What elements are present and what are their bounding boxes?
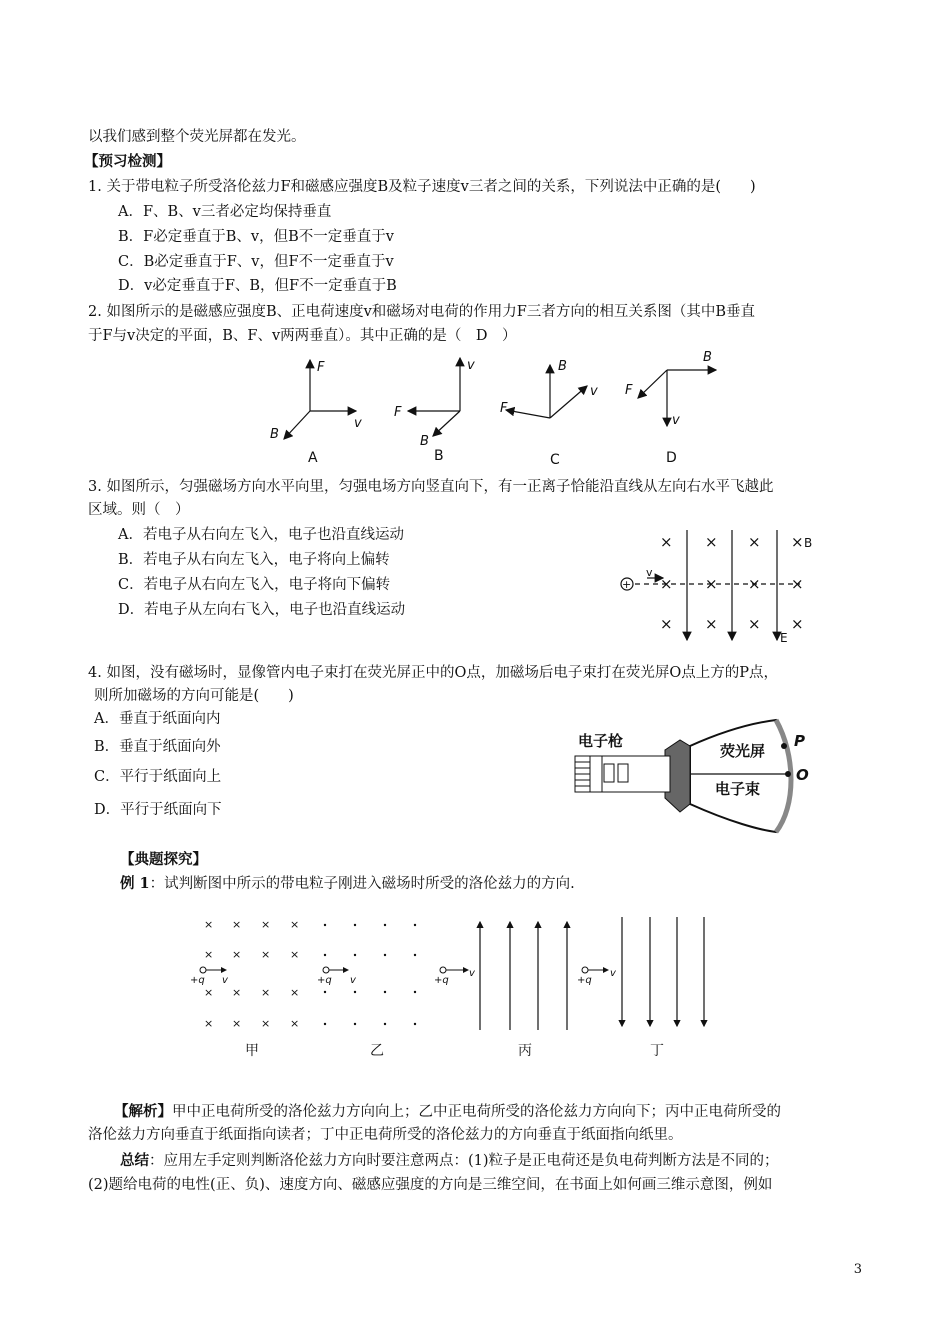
q4-O-label: O (796, 766, 809, 784)
q3-cross: × (748, 533, 761, 551)
svg-text:×: × (290, 948, 300, 961)
summary-text-1: ：应用左手定则判断洛伦兹力方向时要注意两点：(1)粒子是正电荷还是负电荷判断方法是不同的； (149, 1153, 779, 1169)
q2-fig-label-d: D (666, 450, 677, 466)
q2-c-F-label: F (500, 401, 508, 416)
q3-v-label: v (646, 566, 653, 579)
ex1-v-ding: v (610, 968, 616, 979)
q2-stem-line2: 于F与v决定的平面，B、F、v两两垂直）。其中正确的是（ D ） (88, 328, 517, 344)
svg-text:×: × (290, 1017, 300, 1030)
q4-crt-figure (570, 716, 820, 841)
ex1-v-yi: v (350, 975, 356, 986)
svg-text:×: × (232, 986, 242, 999)
q4-screen-label: 荧光屏 (720, 742, 766, 760)
q3-stem-line2: 区域。则（ ） (88, 502, 190, 518)
q2-a-v-label: v (354, 416, 362, 431)
q3-cross: × (660, 533, 673, 551)
q2-fig-label-c: C (550, 452, 560, 468)
ex1-v-bing: v (469, 968, 475, 979)
q2-d-v-label: v (672, 413, 680, 428)
svg-text:×: × (290, 918, 300, 931)
svg-text:×: × (204, 948, 214, 961)
ex1-label-ding: 丁 (650, 1043, 664, 1059)
svg-text:×: × (232, 948, 242, 961)
q3-plus-label: + (622, 578, 632, 591)
q3-cross: × (705, 575, 718, 593)
q4-option-c: C．平行于纸面向上 (94, 769, 222, 785)
summary-line1 (120, 1151, 779, 1171)
q3-cross: × (791, 533, 804, 551)
q3-cross: × (791, 615, 804, 633)
q2-a-F-label: F (317, 360, 325, 375)
q2-b-F-label: F (394, 405, 402, 420)
ex1-label-jia: 甲 (245, 1043, 259, 1059)
q1-option-b: B．F必定垂直于B、v，但B不一定垂直于v (118, 229, 394, 245)
q4-P-label: P (794, 732, 805, 750)
q3-stem-line1: 3. 如图所示，匀强磁场方向水平向里，匀强电场方向竖直向下，有一正离子恰能沿直线从左向右水平飞越此 (88, 479, 774, 495)
intro-line: 以我们感到整个荧光屏都在发光。 (88, 129, 306, 145)
q4-option-d: D．平行于纸面向下 (94, 802, 222, 818)
q4-stem-line1: 4. 如图，没有磁场时，显像管内电子束打在荧光屏正中的O点，加磁场后电子束打在荧光屏O点上方的P点， (88, 665, 778, 681)
q4-option-b: B．垂直于纸面向外 (94, 739, 221, 755)
ex1-charge-jia: +q (190, 975, 205, 986)
q3-cross: × (705, 533, 718, 551)
q3-cross: × (660, 615, 673, 633)
q3-cross: × (705, 615, 718, 633)
q1-option-a: A．F、B、v三者必定均保持垂直 (118, 204, 332, 220)
example-1-text: ：试判断图中所示的带电粒子刚进入磁场时所受的洛伦兹力的方向. (149, 876, 575, 892)
example-heading: 【典题探究】 (120, 851, 207, 868)
svg-text:×: × (232, 1017, 242, 1030)
svg-text:×: × (204, 1017, 214, 1030)
q3-cross: × (748, 575, 761, 593)
q1-option-c: C．B必定垂直于F、v，但F不一定垂直于v (118, 254, 394, 270)
summary-label: 总结 (120, 1152, 149, 1169)
q4-beam-label: 电子束 (715, 780, 761, 798)
ex1-label-bing: 丙 (518, 1043, 532, 1059)
q3-B-label: B (804, 536, 813, 550)
page-number: 3 (853, 1262, 862, 1277)
q2-fig-label-a: A (308, 450, 318, 466)
svg-text:×: × (261, 918, 271, 931)
q4-option-a: A．垂直于纸面向内 (94, 711, 221, 727)
q2-stem-line1: 2. 如图所示的是磁感应强度B、正电荷速度v和磁场对电荷的作用力F三者方向的相互关系图（其中B垂直 (88, 304, 756, 320)
q2-a-B-label: B (270, 427, 279, 442)
preview-heading: 【预习检测】 (84, 153, 171, 170)
q4-stem-line2: 则所加磁场的方向可能是( ) (94, 688, 294, 704)
analysis-text-1: 甲中正电荷所受的洛伦兹力方向向上；乙中正电荷所受的洛伦兹力方向向下；丙中正电荷所受的 (172, 1104, 781, 1120)
svg-text:×: × (261, 986, 271, 999)
q2-d-F-label: F (625, 383, 633, 398)
q2-vector-figure (260, 348, 730, 470)
analysis-line1 (114, 1102, 781, 1122)
ex1-charge-ding: +q (577, 975, 592, 986)
q4-gun-label: 电子枪 (578, 732, 624, 750)
q3-E-label: E (780, 631, 788, 645)
q2-fig-label-b: B (434, 448, 444, 464)
svg-text:×: × (290, 986, 300, 999)
q3-cross: × (660, 575, 673, 593)
example-1-line (120, 874, 575, 894)
svg-text:×: × (261, 948, 271, 961)
ex1-v-jia: v (222, 975, 228, 986)
q2-b-v-label: v (467, 358, 475, 373)
ex1-charge-bing: +q (434, 975, 449, 986)
svg-text:×: × (204, 986, 214, 999)
q3-option-c: C．若电子从右向左飞入，电子将向下偏转 (118, 577, 391, 593)
svg-text:×: × (232, 918, 242, 931)
q1-stem: 1. 关于带电粒子所受洛伦兹力F和磁感应强度B及粒子速度v三者之间的关系，下列说法中正确的是( ) (88, 179, 756, 195)
q2-c-v-label: v (590, 384, 598, 399)
example-1-label: 例 1 (120, 875, 150, 892)
q1-option-d: D．v必定垂直于F、B，但F不一定垂直于B (118, 278, 397, 294)
q2-c-B-label: B (558, 359, 567, 374)
q2-d-B-label: B (703, 350, 712, 365)
q2-b-B-label: B (420, 434, 429, 449)
example-1-figure (180, 912, 740, 1062)
summary-line2: (2)题给电荷的电性(正、负)、速度方向、磁感应强度的方向是三维空间，在书面上如何画三维示意图，例如 (88, 1177, 773, 1193)
svg-text:×: × (261, 1017, 271, 1030)
analysis-label: 【解析】 (114, 1103, 172, 1120)
q3-option-b: B．若电子从右向左飞入，电子将向上偏转 (118, 552, 390, 568)
q3-option-a: A．若电子从右向左飞入，电子也沿直线运动 (118, 527, 404, 543)
q3-option-d: D．若电子从左向右飞入，电子也沿直线运动 (118, 602, 406, 618)
analysis-line2: 洛伦兹力方向垂直于纸面指向读者；丁中正电荷所受的洛伦兹力的方向垂直于纸面指向纸里。 (88, 1127, 683, 1143)
q3-cross: × (748, 615, 761, 633)
q3-cross: × (791, 575, 804, 593)
svg-text:×: × (204, 918, 214, 931)
q3-field-figure (615, 525, 830, 645)
ex1-charge-yi: +q (317, 975, 332, 986)
ex1-label-yi: 乙 (370, 1043, 384, 1059)
